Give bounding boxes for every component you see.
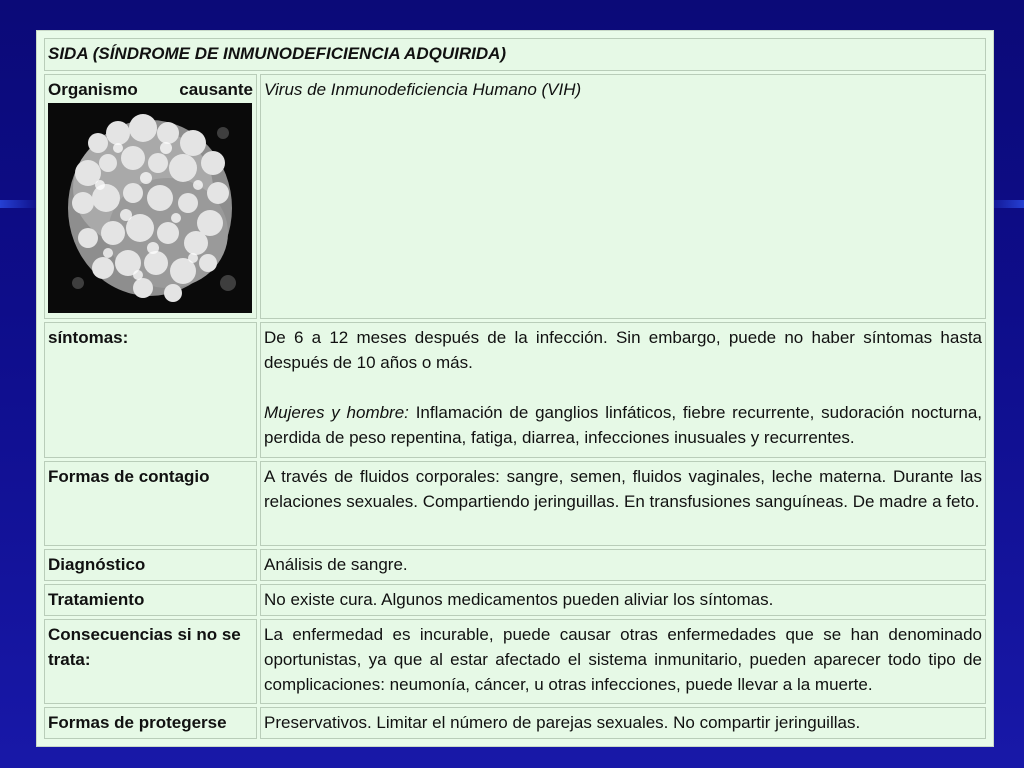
- virus-micrograph-icon: [48, 103, 252, 313]
- table-title: SIDA (SÍNDROME DE INMUNODEFICIENCIA ADQUIRIDA): [44, 38, 986, 71]
- row-proteger: [44, 707, 986, 739]
- label-tratamiento: Tratamiento: [44, 584, 257, 616]
- label-contagio: Formas de contagio: [44, 461, 257, 545]
- sintomas-paragraph-2-prefix: Mujeres y hombre:: [264, 402, 409, 422]
- info-table: [41, 35, 989, 742]
- sintomas-paragraph-1: De 6 a 12 meses después de la infección. Sin embargo, puede no haber síntomas hasta después de 10 años o más.: [264, 327, 982, 372]
- row-sintomas: [44, 322, 986, 459]
- row-consecuencias: [44, 619, 986, 703]
- sintomas-paragraph-2: [264, 400, 982, 450]
- slide-panel: [36, 30, 994, 747]
- left-accent-stripe: [0, 200, 40, 208]
- value-diagnostico: Análisis de sangre.: [260, 549, 986, 581]
- value-proteger: Preservativos. Limitar el número de parejas sexuales. No compartir jeringuillas.: [260, 707, 986, 739]
- label-organismo: [44, 74, 257, 318]
- row-diagnostico: [44, 549, 986, 581]
- label-organismo-b: causante: [179, 80, 253, 100]
- label-organismo-a: Organismo: [48, 80, 138, 100]
- label-diagnostico: Diagnóstico: [44, 549, 257, 581]
- value-sintomas: [260, 322, 986, 459]
- label-sintomas: síntomas:: [44, 322, 257, 459]
- label-proteger: Formas de protegerse: [44, 707, 257, 739]
- value-organismo: Virus de Inmunodeficiencia Humano (VIH): [260, 74, 986, 318]
- row-organismo: [44, 74, 986, 318]
- value-consecuencias: La enfermedad es incurable, puede causar otras enfermedades que se han denominado oportunistas, ya que al estar afectado el sistema inmunitario, pueden aparecer todo tipo de complicaciones: neumonía, cáncer, u otras infecciones, puede llevar a la muerte.: [260, 619, 986, 703]
- title-row: [44, 38, 986, 71]
- row-contagio: [44, 461, 986, 545]
- value-contagio: A través de fluidos corporales: sangre, semen, fluidos vaginales, leche materna. Durante las relaciones sexuales. Compartiendo jeringuillas. En transfusiones sanguíneas. De madre a feto.: [260, 461, 986, 545]
- sintomas-paragraph-2-text: Inflamación de ganglios linfáticos, fiebre recurrente, sudoración nocturna, perdida de peso repentina, fatiga, diarrea, infecciones inusuales y recurrentes.: [264, 402, 982, 447]
- value-tratamiento: No existe cura. Algunos medicamentos pueden aliviar los síntomas.: [260, 584, 986, 616]
- label-consecuencias: Consecuencias si no se trata:: [44, 619, 257, 703]
- row-tratamiento: [44, 584, 986, 616]
